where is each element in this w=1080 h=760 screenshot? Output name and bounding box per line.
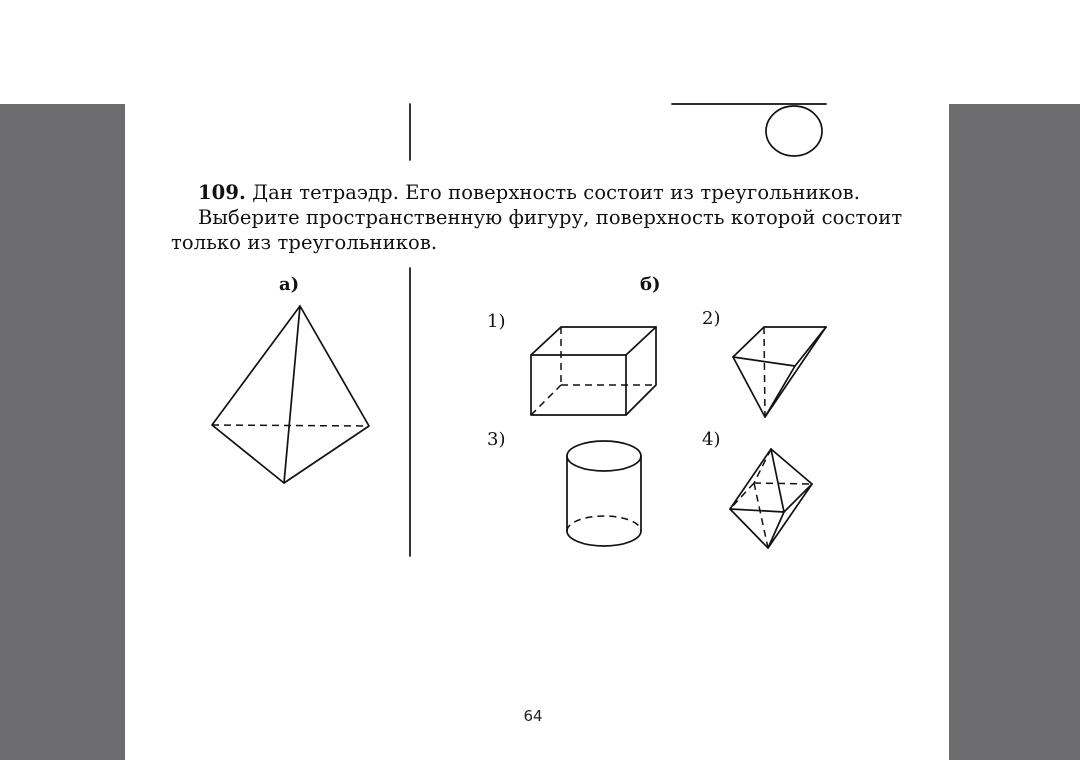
previous-problem-fragment bbox=[410, 104, 826, 160]
option-1-label: 1) bbox=[487, 311, 506, 332]
problem-line-1 bbox=[171, 180, 911, 205]
problem-number: 109. bbox=[198, 181, 246, 204]
option-1-rectangular-prism bbox=[531, 327, 656, 415]
option-2-triangular-prism bbox=[733, 327, 826, 417]
tetrahedron-figure bbox=[212, 306, 369, 483]
problem-line-1-text: Дан тетраэдр. Его поверхность состоит из треугольников. bbox=[245, 181, 861, 204]
option-2-label: 2) bbox=[702, 308, 721, 329]
panel-a-label: а) bbox=[279, 274, 300, 295]
problem-statement bbox=[171, 180, 911, 255]
previous-figure-circle bbox=[766, 106, 822, 156]
option-4-octahedron bbox=[730, 449, 812, 548]
option-4-label: 4) bbox=[702, 429, 721, 450]
option-3-cylinder bbox=[567, 441, 641, 546]
problem-line-2: Выберите пространственную фигуру, поверхность которой состоит bbox=[198, 206, 903, 229]
page-number: 64 bbox=[523, 707, 543, 725]
problem-line-3: только из треугольников. bbox=[171, 231, 438, 254]
option-3-label: 3) bbox=[487, 429, 506, 450]
panel-b-label: б) bbox=[640, 274, 661, 295]
